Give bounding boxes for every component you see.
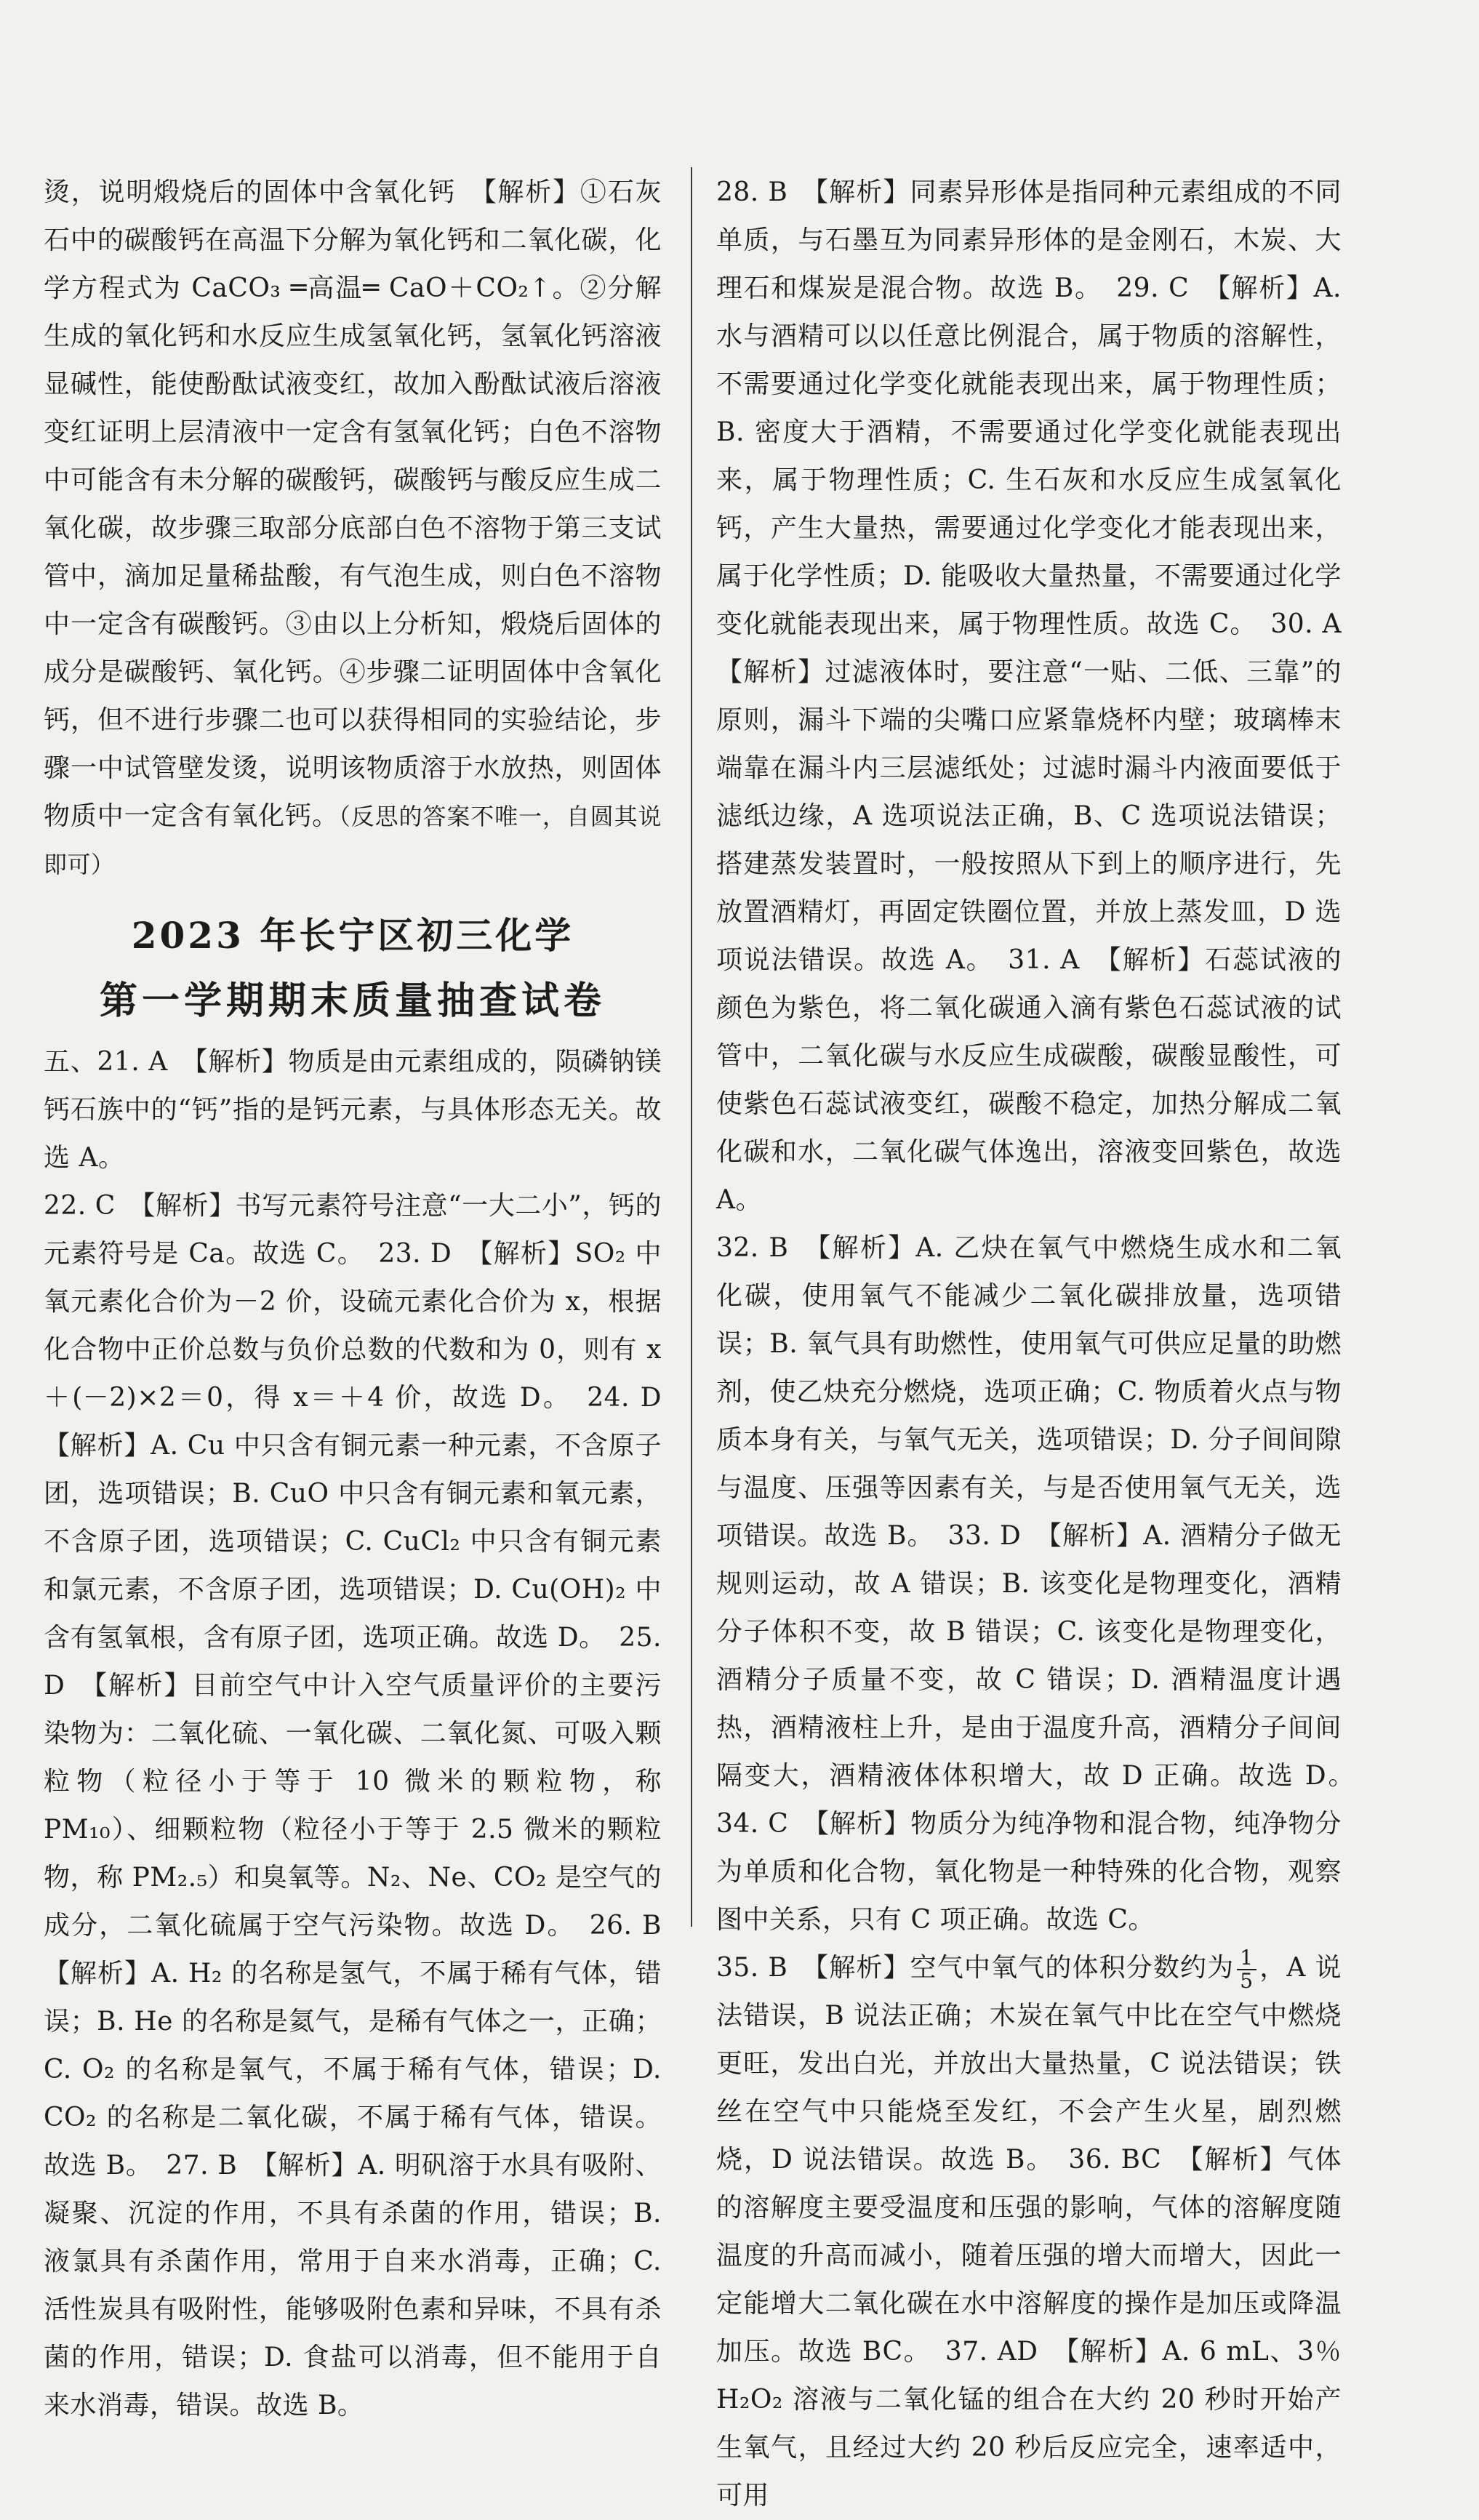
answer-paragraph: 28. B 【解析】同素异形体是指同种元素组成的不同单质，与石墨互为同素异形体的是金刚石，木炭、大理石和煤炭是混合物。故选 B。 29. C 【解析】A. 水与酒精可以以任意比例混合，属于物质的溶解性，不需要通过化学变化就能表现出来，属于物理性质；B. 密度大于酒精，不需要通过化学变化就能表现出来，属于物理性质；C. 生石灰和水反应生成氢氧化钙，产生大量热，需要通过化学变化才能表现出来，属于化学性质；D. 能吸收大量热量，不需要通过化学变化就能表现出来，属于物理性质。故选 C。 30. A 【解析】过滤液体时，要注意“一贴、二低、三靠”的原则，漏斗下端的尖嘴口应紧靠烧杯内壁；玻璃棒末端靠在漏斗内三层滤纸处；过滤时漏斗内液面要低于滤纸边缘，A 选项说法正确，B、C 选项说法错误；搭建蒸发装置时，一般按照从下到上的顺序进行，先放置酒精灯，再固定铁圈位置，并放上蒸发皿，D 选项说法错误。故选 A。 31. A 【解析】石蕊试液的颜色为紫色，将二氧化碳通入滴有紫色石蕊试液的试管中，二氧化碳与水反应生成碳酸，碳酸显酸性，可使紫色石蕊试液变红，碳酸不稳定，加热分解成二氧化碳和水，二氧化碳气体逸出，溶液变回紫色，故选 A。 [716,177,1368,1215]
column-divider [691,167,692,1927]
answer-paragraph: 32. B 【解析】A. 乙炔在氧气中燃烧生成水和二氧化碳，使用氧气不能减少二氧化碳排放量，选项错误；B. 氧气具有助燃性，使用氧气可供应足量的助燃剂，使乙炔充分燃烧，选项正确；C. 物质着火点与物质本身有关，与氧气无关，选项错误；D. 分子间间隙与温度、压强等因素有关，与是否使用氧气无关，选项错误。故选 B。 33. D 【解析】A. 酒精分子做无规则运动，故 A 错误；B. 该变化是物理变化，酒精分子体积不变，故 B 错误；C. 该变化是物理变化，酒精分子质量不变，故 C 错误；D. 酒精温度计遇热，酒精液柱上升，是由于温度升高，酒精分子间间隔变大，酒精液体体积增大，故 D 正确。故选 D。 34. C 【解析】物质分为纯净物和混合物，纯净物分为单质和化合物，氧化物是一种特殊的化合物，观察图中关系，只有 C 项正确。故选 C。 [716,1233,1368,1935]
answer-paragraph: 五、21. A 【解析】物质是由元素组成的，陨磷钠镁钙石族中的“钙”指的是钙元素，与具体形态无关。故选 A。 [44,1047,662,1173]
answer-paragraph: 35. B 【解析】空气中氧气的体积分数约为 $\frac{1}{5}$ ，A 说法错误，B 说法正确；木炭在氧气中比在空气中燃烧更旺，发出白光，并放出大量热量，C 说法错误；铁丝在空气中只能烧至发红，不会产生火星，剧烈燃烧，D 说法错误。故选 B。 36. BC 【解析】气体的溶解度主要受温度和压强的影响，气体的溶解度随温度的升高而减小，随着压强的增大而增大，因此一定能增大二氧化碳在水中溶解度的操作是加压或降温加压。故选 BC。 37. AD 【解析】A. 6 mL、3％ H₂O₂ 溶液与二氧化锰的组合在大约 20 秒时开始产生氧气，且经过大约 20 秒后反应完全，速率适中，可用 [716,1946,1342,2511]
reflection-note: （反思的答案不唯一，自圆其说即可） [44,803,662,878]
section-title: 2023 年长宁区初三化学 [131,914,574,957]
fraction-one-fifth: $\frac{1}{5}$ [1237,1947,1256,1992]
section-subtitle: 第一学期期末质量抽查试卷 [99,979,606,1023]
left-column [44,169,689,2430]
answer-paragraph: 烫，说明煅烧后的固体中含氧化钙 【解析】①石灰石中的碳酸钙在高温下分解为氧化钙和二氧化碳，化学方程式为 CaCO₃ ═高温═ CaO＋CO₂↑。②分解生成的氧化钙和水反应生成氢氧化钙，氢氧化钙溶液显碱性，能使酚酞试液变红，故加入酚酞试液后溶液变红证明上层清液中一定含有氢氧化钙；白色不溶物中可能含有未分解的碳酸钙，碳酸钙与酸反应生成二氧化碳，故步骤三取部分底部白色不溶物于第三支试管中，滴加足量稀盐酸，有气泡生成，则白色不溶物中一定含有碳酸钙。③由以上分析知，煅烧后固体的成分是碳酸钙、氧化钙。④步骤二证明固体中含氧化钙，但不进行步骤二也可以获得相同的实验结论，步骤一中试管壁发烫，说明该物质溶于水放热，则固体物质中一定含有氧化钙。（反思的答案不唯一，自圆其说即可） [44,177,662,878]
right-column [716,169,1368,2520]
answer-paragraph: 22. C 【解析】书写元素符号注意“一大二小”，钙的元素符号是 Ca。故选 C。 23. D 【解析】SO₂ 中氧元素化合价为－2 价，设硫元素化合价为 x，根据化合物中正价总数与负价总数的代数和为 0，则有 x＋(－2)×2＝0，得 x＝＋4 价，故选 D。 24. D 【解析】A. Cu 中只含有铜元素一种元素，不含原子团，选项错误；B. CuO 中只含有铜元素和氧元素，不含原子团，选项错误；C. CuCl₂ 中只含有铜元素和氯元素，不含原子团，选项错误；D. Cu(OH)₂ 中含有氢氧根，含有原子团，选项正确。故选 D。 25. D 【解析】目前空气中计入空气质量评价的主要污染物为：二氧化硫、一氧化碳、二氧化氮、可吸入颗粒物（粒径小于等于 10 微米的颗粒物，称 PM₁₀）、细颗粒物（粒径小于等于 2.5 微米的颗粒物，称 PM₂.₅）和臭氧等。N₂、Ne、CO₂ 是空气的成分，二氧化硫属于空气污染物。故选 D。 26. B 【解析】A. H₂ 的名称是氢气，不属于稀有气体，错误；B. He 的名称是氦气，是稀有气体之一，正确；C. O₂ 的名称是氧气，不属于稀有气体，错误；D. CO₂ 的名称是二氧化碳，不属于稀有气体，错误。故选 B。 27. B 【解析】A. 明矾溶于水具有吸附、凝聚、沉淀的作用，不具有杀菌的作用，错误；B. 液氯具有杀菌作用，常用于自来水消毒，正确；C. 活性炭具有吸附性，能够吸附色素和异味，不具有杀菌的作用，错误；D. 食盐可以消毒，但不能用于自来水消毒，错误。故选 B。 [44,1191,689,2420]
